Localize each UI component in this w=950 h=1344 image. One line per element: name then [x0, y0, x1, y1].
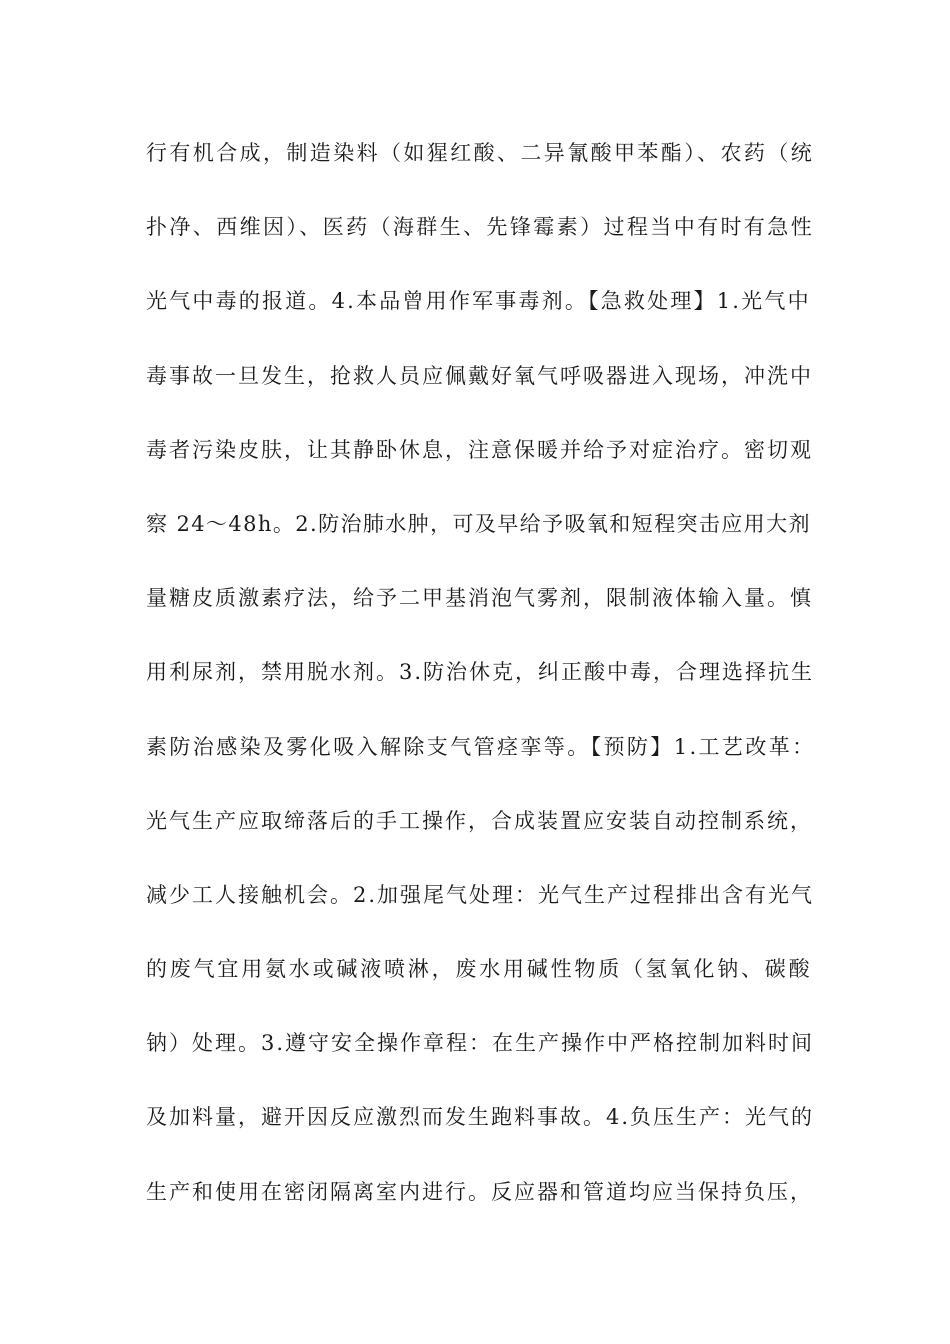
text-line: 钠）处理。3.遵守安全操作章程：在生产操作中严格控制加料时间: [146, 1031, 815, 1056]
text-line: 光气中毒的报道。4.本品曾用作军事毒剂。【急救处理】1.光气中: [146, 289, 811, 314]
text-line: 素防治感染及雾化吸入解除支气管痉挛等。【预防】1.工艺改革：: [146, 734, 816, 759]
body-text: [146, 133, 816, 1246]
text-line: 用利尿剂，禁用脱水剂。3.防治休克，纠正酸中毒，合理选择抗生: [146, 660, 815, 685]
text-line: 生产和使用在密闭隔离室内进行。反应器和管道均应当保持负压，: [146, 1179, 813, 1204]
text-line: 的废气宜用氨水或碱液喷淋，废水用碱性物质（氢氧化钠、碳酸: [146, 957, 813, 982]
text-line: 毒者污染皮肤，让其静卧休息，注意保暖并给予对症治疗。密切观: [146, 437, 813, 462]
text-line: 毒事故一旦发生，抢救人员应佩戴好氧气呼吸器进入现场，冲洗中: [146, 363, 813, 388]
text-line: 扑净、西维因）、医药（海群生、先锋霉素）过程当中有时有急性: [146, 215, 815, 240]
text-line: 光气生产应取缔落后的手工操作，合成装置应安装自动控制系统，: [146, 808, 813, 833]
text-line: 行有机合成，制造染料（如猩红酸、二异氰酸甲苯酯）、农药（统: [146, 141, 815, 165]
text-line: 察 24～48h。2.防治肺水肿，可及早给予吸氧和短程突击应用大剂: [146, 511, 811, 536]
text-line: 减少工人接触机会。2.加强尾气处理：光气生产过程排出含有光气: [146, 882, 815, 907]
text-line: 量糖皮质激素疗法，给予二甲基消泡气雾剂，限制液体输入量。慎: [146, 586, 813, 611]
text-line: 及加料量，避开因反应激烈而发生跑料事故。4.负压生产：光气的: [146, 1105, 815, 1130]
